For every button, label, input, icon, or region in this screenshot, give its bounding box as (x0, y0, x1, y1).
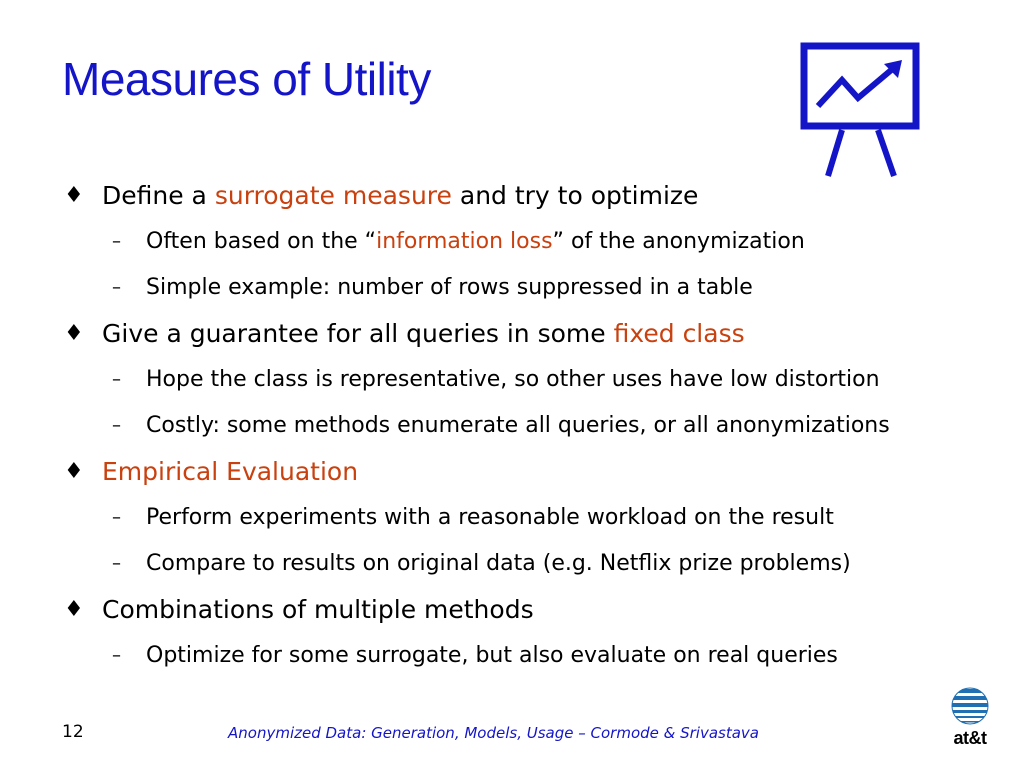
sub-bullet-item (62, 224, 1022, 270)
bullet-item (62, 316, 1022, 362)
diamond-bullet-icon: ♦ (64, 321, 84, 346)
bullet-item (62, 592, 1022, 638)
highlight-text: surrogate measure (214, 181, 452, 210)
bullet-text: Combinations of multiple methods (102, 595, 534, 624)
slide-number: 12 (62, 722, 84, 742)
dash-bullet-icon: – (112, 507, 121, 528)
sub-bullet-item (62, 270, 1022, 316)
dash-bullet-icon: – (112, 277, 121, 298)
att-logo (944, 686, 996, 749)
bullet-list (62, 178, 1022, 684)
sub-bullet-item (62, 408, 1022, 454)
sub-bullet-item (62, 546, 1022, 592)
sub-bullet-text: ” of the anonymization (552, 229, 805, 254)
sub-bullet-text: Simple example: number of rows suppressed in a table (146, 275, 753, 300)
slide-footer: Anonymized Data: Generation, Models, Usage – Cormode & Srivastava (228, 724, 759, 742)
sub-bullet-item (62, 362, 1022, 408)
bullet-text: and try to optimize (451, 181, 699, 210)
dash-bullet-icon: – (112, 645, 121, 666)
diamond-bullet-icon: ♦ (64, 183, 84, 208)
sub-bullet-text: Compare to results on original data (e.g. Netflix prize problems) (146, 551, 851, 576)
logo-text: at&t (953, 728, 987, 748)
sub-bullet-text: Optimize for some surrogate, but also evaluate on real queries (146, 643, 838, 668)
sub-bullet-item (62, 638, 1022, 684)
sub-bullet-item (62, 500, 1022, 546)
presentation-chart-icon (798, 40, 924, 180)
highlight-text: information loss (376, 229, 553, 254)
highlight-text: fixed class (613, 319, 745, 348)
sub-bullet-text: Perform experiments with a reasonable workload on the result (146, 505, 834, 530)
bullet-text: Define a (102, 181, 215, 210)
bullet-text: Give a guarantee for all queries in some (102, 319, 614, 348)
dash-bullet-icon: – (112, 415, 121, 436)
att-globe-icon (950, 686, 990, 726)
dash-bullet-icon: – (112, 231, 121, 252)
dash-bullet-icon: – (112, 553, 121, 574)
slide-title: Measures of Utility (62, 53, 431, 105)
bullet-item (62, 454, 1022, 500)
sub-bullet-text: Often based on the “ (146, 229, 377, 254)
bullet-item (62, 178, 1022, 224)
diamond-bullet-icon: ♦ (64, 459, 84, 484)
highlight-text: Empirical Evaluation (102, 457, 359, 486)
diamond-bullet-icon: ♦ (64, 597, 84, 622)
dash-bullet-icon: – (112, 369, 121, 390)
sub-bullet-text: Hope the class is representative, so other uses have low distortion (146, 367, 880, 392)
sub-bullet-text: Costly: some methods enumerate all queries, or all anonymizations (146, 413, 890, 438)
